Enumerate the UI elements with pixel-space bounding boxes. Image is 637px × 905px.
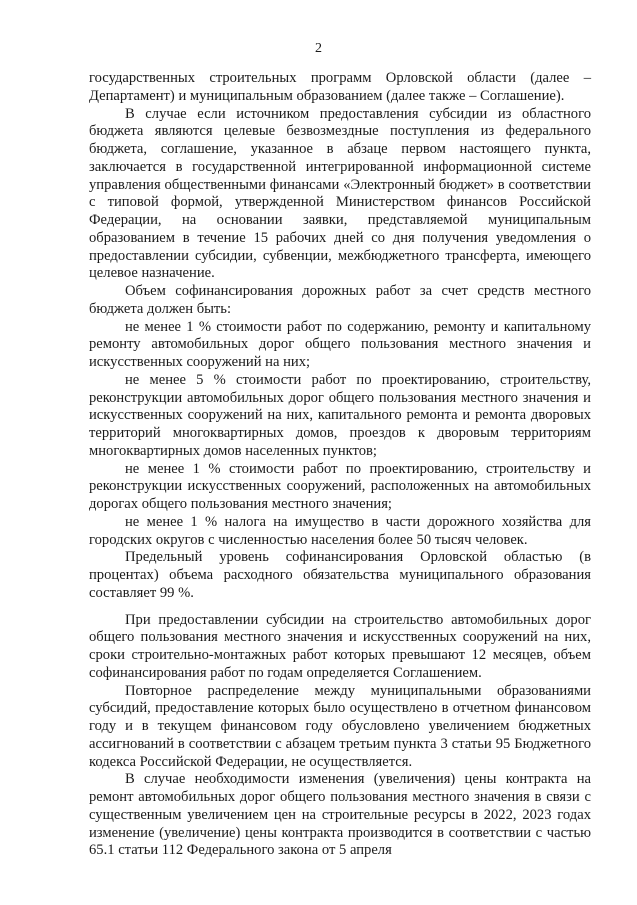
paragraph-electronic-budget: В случае если источником предоставления субсидии из областного бюджета являются целевые безвозмездные поступления из федерального бюджета, соглашение, указанное в абзаце первом настоящего пункта, заключается в государственной интегрированной информационной системе управления общественными финансами «Электронный бюджет» в соответствии с типовой формой, утвержденной Министерством финансов Российской Федерации, на основании заявки, представляемой муниципальным образованием в течение 15 рабочих дней со дня получения уведомления о предоставлении субсидии, субвенции, межбюджетного трансферта, имеющего целевое назначение. xyxy=(89,105,591,282)
paragraph-cofinancing-property-tax: не менее 1 % налога на имущество в части дорожного хозяйства для городских округов с численностью населения более 50 тысяч человек. xyxy=(89,513,591,548)
document-body xyxy=(89,70,591,860)
page-number: 2 xyxy=(315,41,322,56)
paragraph-cofinancing-structures: не менее 1 % стоимости работ по проектированию, строительству и реконструкции искусственных сооружений, расположенных на автомобильных дорогах общего пользования местного значения; xyxy=(89,460,591,512)
paragraph-construction-terms: При предоставлении субсидии на строительство автомобильных дорог общего пользования местного значения и искусственных сооружений на них, сроки строительно-монтажных работ которых превышают 12 месяцев, объем софинансирования работ по годам определяется Соглашением. xyxy=(89,611,591,681)
paragraph-cofinancing-maintenance: не менее 1 % стоимости работ по содержанию, ремонту и капитальному ремонту автомобильных дорог общего пользования местного значения и искусственных сооружений на них; xyxy=(89,318,591,370)
paragraph-cofinancing-intro: Объем софинансирования дорожных работ за счет средств местного бюджета должен быть: xyxy=(89,283,591,317)
paragraph-contract-price-change: В случае необходимости изменения (увеличения) цены контракта на ремонт автомобильных дорог общего пользования местного значения в связи с существенным увеличением цен на строительные ресурсы в 2022, 2023 годах изменение (увеличение) цены контракта производится в соответствии с частью 65.1 статьи 112 Федерального закона от 5 апреля xyxy=(89,771,591,859)
paragraph-redistribution: Повторное распределение между муниципальными образованиями субсидий, предоставление которых было осуществлено в отчетном финансовом году и в текущем финансовом году обусловлено увеличением бюджетных ассигнований в соответствии с абзацем третьим пункта 3 статьи 95 Бюджетного кодекса Российской Федерации, не осуществляется. xyxy=(89,682,591,770)
paragraph-cofinancing-design-construction: не менее 5 % стоимости работ по проектированию, строительству, реконструкции автомобильных дорог общего пользования местного значения и искусственных сооружений на них, капитального ремонта и ремонта дворовых территорий многоквартирных домов, проездов к дворовым территориям многоквартирных домов населенных пунктов; xyxy=(89,371,591,459)
paragraph-continuation: государственных строительных программ Орловской области (далее – Департамент) и муниципальным образованием (далее также – Соглашение). xyxy=(89,70,591,104)
paragraph-max-cofinancing-level: Предельный уровень софинансирования Орловской областью (в процентах) объема расходного обязательства муниципального образования составляет 99 %. xyxy=(89,549,591,601)
